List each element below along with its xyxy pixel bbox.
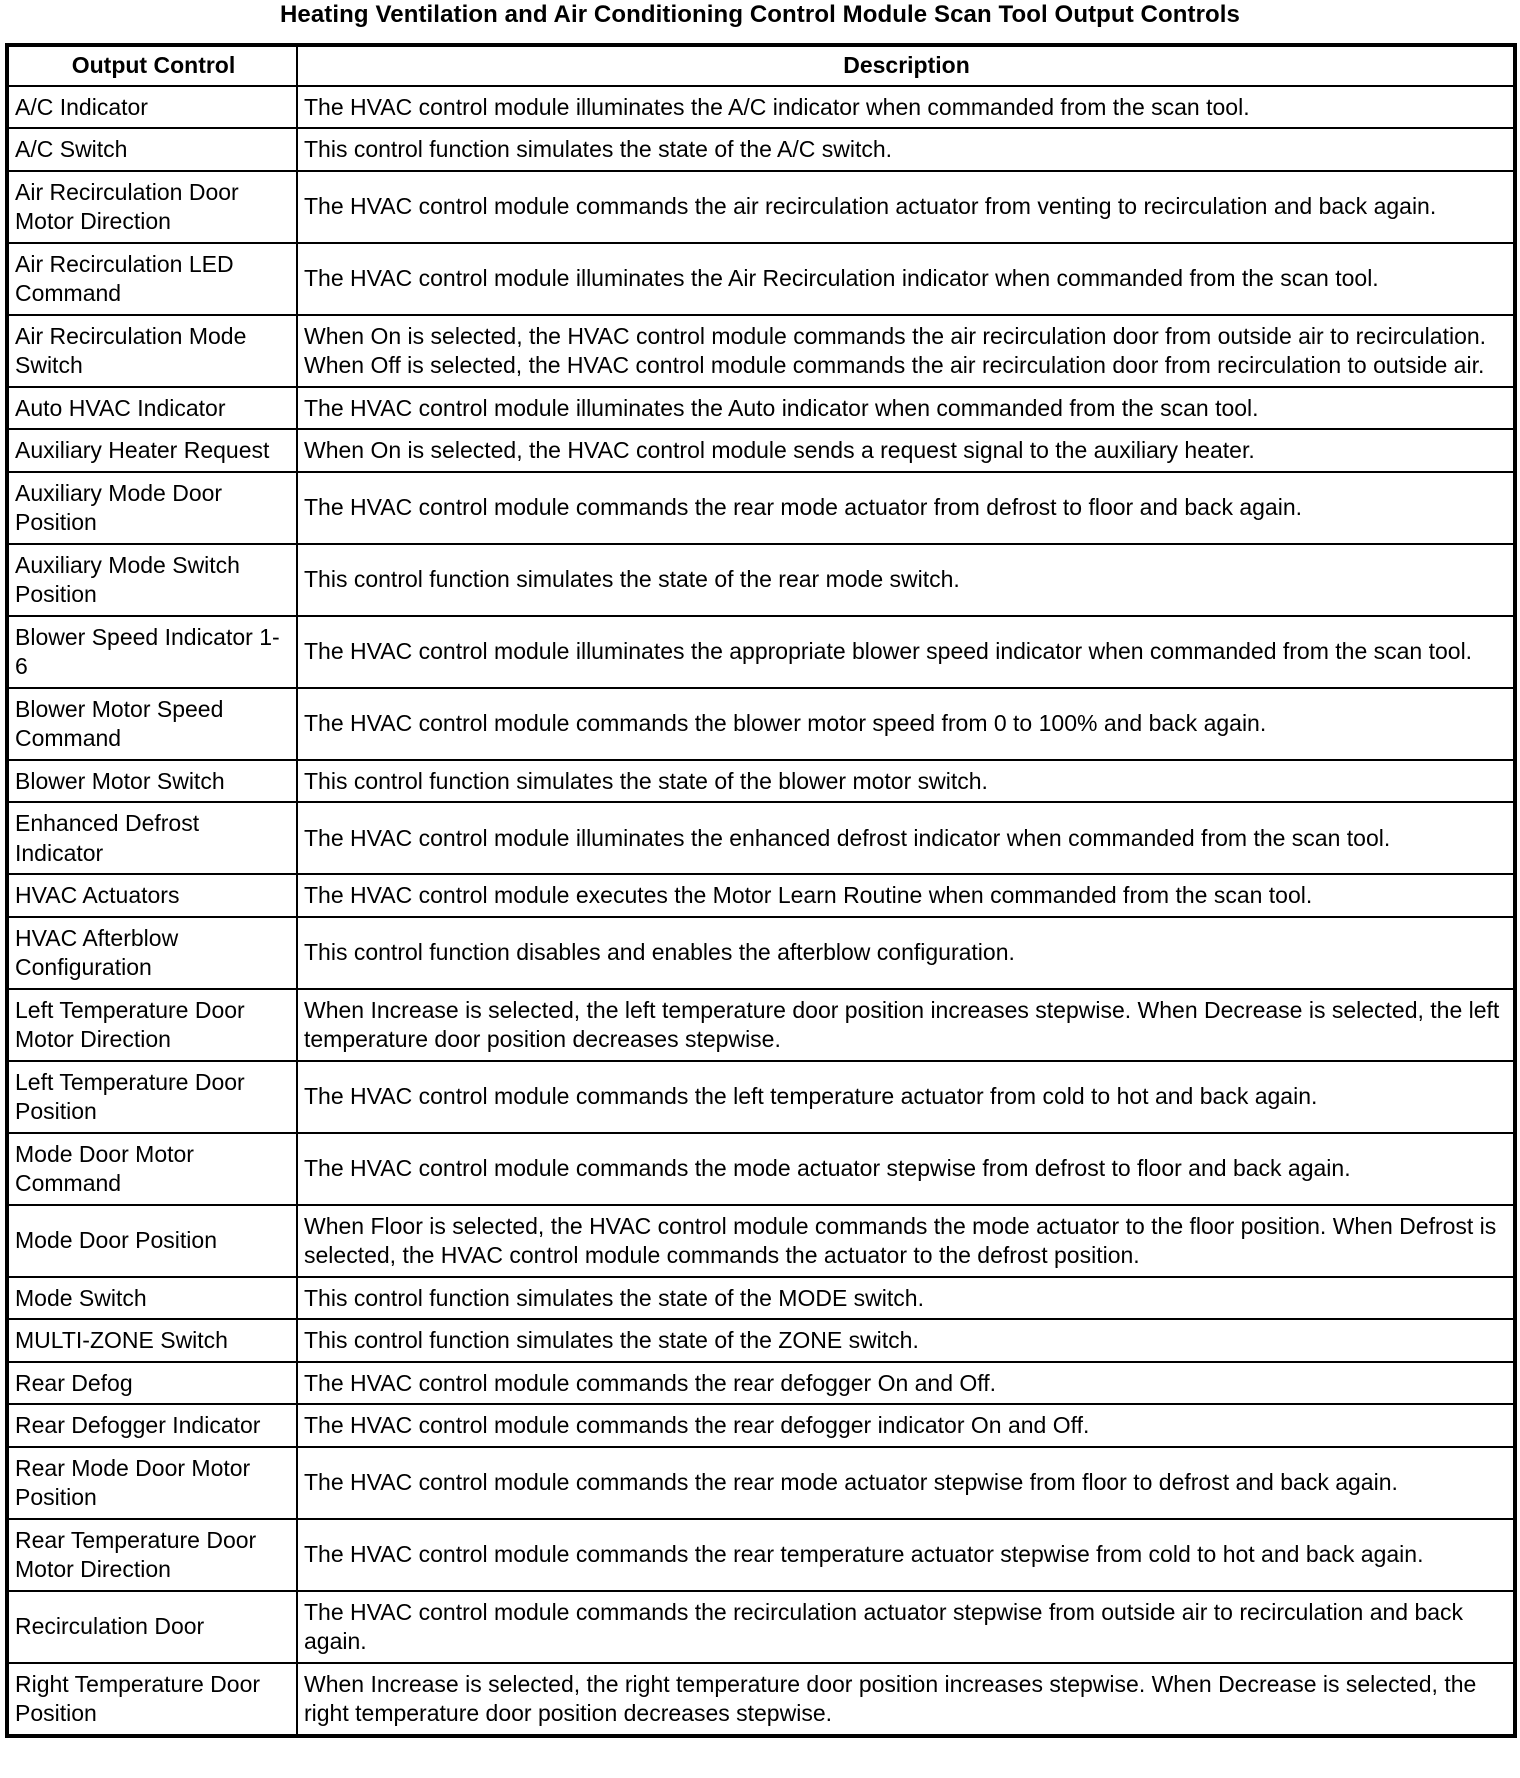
description-cell: This control function simulates the state of the MODE switch. <box>297 1277 1515 1320</box>
table-row <box>7 472 1515 544</box>
output-control-cell: Left Temperature Door Position <box>7 1061 297 1133</box>
table-row <box>7 616 1515 688</box>
table-row <box>7 315 1515 387</box>
table-row <box>7 1133 1515 1205</box>
output-control-cell: Rear Temperature Door Motor Direction <box>7 1519 297 1591</box>
table-row <box>7 917 1515 989</box>
description-cell: The HVAC control module illuminates the enhanced defrost indicator when commanded from the scan tool. <box>297 802 1515 874</box>
table-row <box>7 171 1515 243</box>
output-control-cell: Right Temperature Door Position <box>7 1663 297 1736</box>
description-cell: The HVAC control module illuminates the appropriate blower speed indicator when commanded from the scan tool. <box>297 616 1515 688</box>
output-control-cell: Mode Switch <box>7 1277 297 1320</box>
column-header-description: Description <box>297 45 1515 86</box>
output-control-cell: Auxiliary Mode Switch Position <box>7 544 297 616</box>
output-control-cell: HVAC Afterblow Configuration <box>7 917 297 989</box>
description-cell: The HVAC control module commands the mode actuator stepwise from defrost to floor and back again. <box>297 1133 1515 1205</box>
output-control-cell: A/C Switch <box>7 128 297 171</box>
description-cell: The HVAC control module commands the left temperature actuator from cold to hot and back again. <box>297 1061 1515 1133</box>
table-row <box>7 1362 1515 1405</box>
output-control-cell: A/C Indicator <box>7 86 297 129</box>
description-cell: When On is selected, the HVAC control module sends a request signal to the auxiliary heater. <box>297 429 1515 472</box>
table-row <box>7 1591 1515 1663</box>
description-cell: The HVAC control module commands the blower motor speed from 0 to 100% and back again. <box>297 688 1515 760</box>
table-row <box>7 760 1515 803</box>
table-row <box>7 544 1515 616</box>
output-control-cell: Blower Motor Speed Command <box>7 688 297 760</box>
description-cell: The HVAC control module illuminates the Auto indicator when commanded from the scan tool. <box>297 387 1515 430</box>
description-cell: The HVAC control module commands the rear temperature actuator stepwise from cold to hot and back again. <box>297 1519 1515 1591</box>
output-control-cell: Air Recirculation Door Motor Direction <box>7 171 297 243</box>
description-cell: The HVAC control module illuminates the A/C indicator when commanded from the scan tool. <box>297 86 1515 129</box>
output-control-cell: Auxiliary Mode Door Position <box>7 472 297 544</box>
table-row <box>7 1404 1515 1447</box>
description-cell: The HVAC control module commands the rear mode actuator from defrost to floor and back again. <box>297 472 1515 544</box>
table-row <box>7 874 1515 917</box>
table-row <box>7 1061 1515 1133</box>
page-title: Heating Ventilation and Air Conditioning Control Module Scan Tool Output Controls <box>279 1 1241 28</box>
output-control-cell: Enhanced Defrost Indicator <box>7 802 297 874</box>
description-cell: The HVAC control module commands the recirculation actuator stepwise from outside air to recirculation and back again. <box>297 1591 1515 1663</box>
output-control-cell: Rear Defogger Indicator <box>7 1404 297 1447</box>
description-cell: The HVAC control module illuminates the Air Recirculation indicator when commanded from the scan tool. <box>297 243 1515 315</box>
output-control-cell: Rear Defog <box>7 1362 297 1405</box>
output-control-cell: Blower Motor Switch <box>7 760 297 803</box>
table-row <box>7 1519 1515 1591</box>
output-control-cell: MULTI-ZONE Switch <box>7 1319 297 1362</box>
output-control-cell: Auxiliary Heater Request <box>7 429 297 472</box>
table-row <box>7 243 1515 315</box>
description-cell: The HVAC control module executes the Motor Learn Routine when commanded from the scan tool. <box>297 874 1515 917</box>
output-control-cell: Rear Mode Door Motor Position <box>7 1447 297 1519</box>
table-row <box>7 1663 1515 1736</box>
description-cell: This control function simulates the state of the blower motor switch. <box>297 760 1515 803</box>
output-control-cell: Air Recirculation Mode Switch <box>7 315 297 387</box>
table-header-row <box>7 45 1515 86</box>
description-cell: When Floor is selected, the HVAC control module commands the mode actuator to the floor position. When Defrost is selected, the HVAC control module commands the actuator to the defrost position. <box>297 1205 1515 1277</box>
table-row <box>7 1447 1515 1519</box>
output-control-cell: Air Recirculation LED Command <box>7 243 297 315</box>
description-cell: When Increase is selected, the left temperature door position increases stepwise. When Decrease is selected, the left temperature door position decreases stepwise. <box>297 989 1515 1061</box>
description-cell: The HVAC control module commands the rear mode actuator stepwise from floor to defrost and back again. <box>297 1447 1515 1519</box>
table-row <box>7 387 1515 430</box>
table-body <box>7 86 1515 1736</box>
table-row <box>7 1319 1515 1362</box>
description-cell: The HVAC control module commands the rear defogger On and Off. <box>297 1362 1515 1405</box>
column-header-output-control: Output Control <box>7 45 297 86</box>
description-cell: This control function simulates the state of the A/C switch. <box>297 128 1515 171</box>
table-row <box>7 1205 1515 1277</box>
description-cell: When On is selected, the HVAC control module commands the air recirculation door from outside air to recirculation. When Off is selected, the HVAC control module commands the air recirculation door from recirculation to outside air. <box>297 315 1515 387</box>
table-row <box>7 86 1515 129</box>
table-row <box>7 802 1515 874</box>
output-control-cell: Blower Speed Indicator 1-6 <box>7 616 297 688</box>
description-cell: When Increase is selected, the right temperature door position increases stepwise. When Decrease is selected, the right temperature door position decreases stepwise. <box>297 1663 1515 1736</box>
output-controls-table <box>5 43 1517 1738</box>
table-row <box>7 1277 1515 1320</box>
description-cell: The HVAC control module commands the rear defogger indicator On and Off. <box>297 1404 1515 1447</box>
description-cell: This control function disables and enables the afterblow configuration. <box>297 917 1515 989</box>
description-cell: This control function simulates the state of the rear mode switch. <box>297 544 1515 616</box>
table-row <box>7 128 1515 171</box>
table-row <box>7 989 1515 1061</box>
table-row <box>7 688 1515 760</box>
output-control-cell: Left Temperature Door Motor Direction <box>7 989 297 1061</box>
output-control-cell: Mode Door Motor Command <box>7 1133 297 1205</box>
output-control-cell: Auto HVAC Indicator <box>7 387 297 430</box>
description-cell: The HVAC control module commands the air recirculation actuator from venting to recirculation and back again. <box>297 171 1515 243</box>
output-control-cell: Recirculation Door <box>7 1591 297 1663</box>
output-control-cell: HVAC Actuators <box>7 874 297 917</box>
table-row <box>7 429 1515 472</box>
description-cell: This control function simulates the state of the ZONE switch. <box>297 1319 1515 1362</box>
output-control-cell: Mode Door Position <box>7 1205 297 1277</box>
